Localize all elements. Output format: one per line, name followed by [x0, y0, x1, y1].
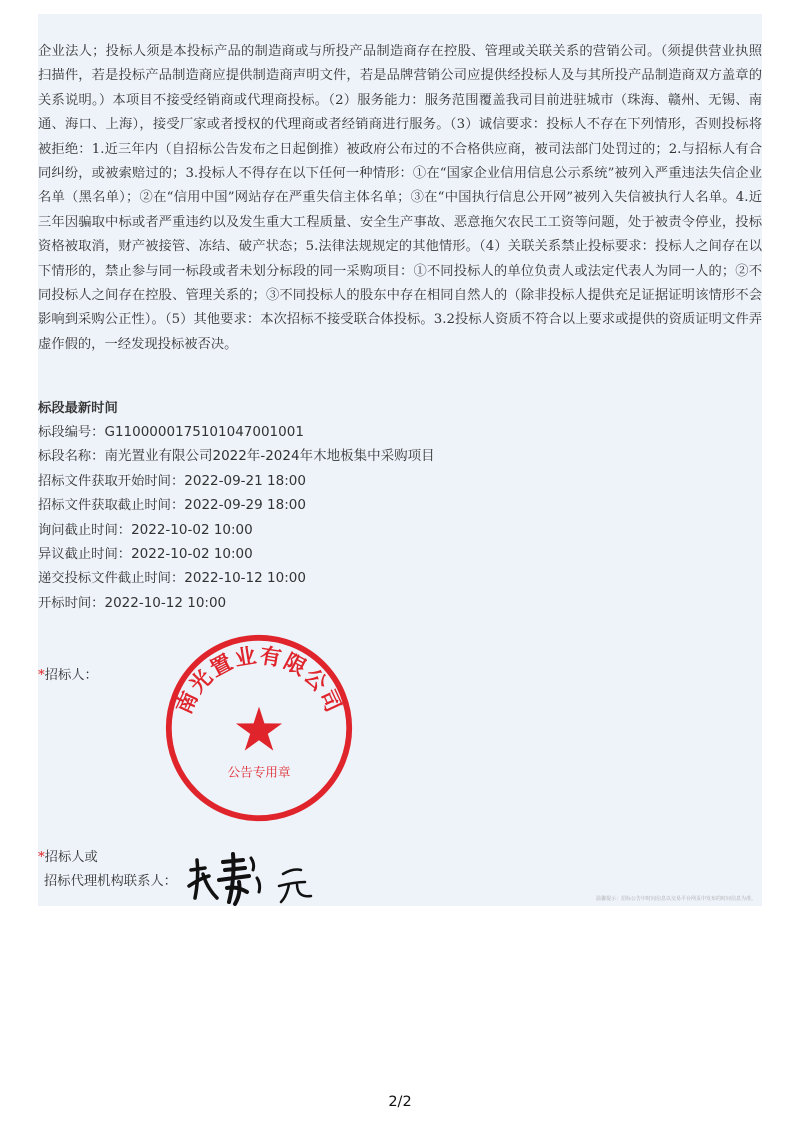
- page-number: 2/2: [388, 1094, 412, 1110]
- company-seal: [162, 631, 356, 825]
- field-label: 招标文件获取开始时间：: [38, 473, 185, 489]
- section-heading: 标段最新时间: [38, 401, 118, 416]
- svg-text:南光置业有限公司: [171, 642, 346, 717]
- notice-content-area: [38, 14, 762, 906]
- field-value: 2022-09-29 18:00: [184, 497, 306, 514]
- field-row-opening-time: [38, 591, 435, 615]
- field-row-bid-section-id: [38, 420, 435, 444]
- field-label: 询问截止时间：: [38, 522, 132, 538]
- required-mark: *: [38, 668, 45, 683]
- requirements-paragraph: 企业法人；投标人须是本投标产品的制造商或与所投产品制造商存在控股、管理或关联关系的营销公司。（须提供营业执照扫描件，若是投标产品制造商应提供制造商声明文件，若是品牌营销公司应提供经投标人及与其所投产品制造商双方盖章的关系说明。）本项目不接受经销商或代理商投标。（2）服务能力：服务范围覆盖我司目前进驻城市（珠海、赣州、无锡、南通、海口、上海），接受厂家或者授权的代理商或者经销商进行服务。（3）诚信要求：投标人不存在下列情形，否则投标将被拒绝：1.近三年内（自招标公告发布之日起倒推）被政府公布过的不合格供应商，被司法部门处罚过的；2.与招标人有合同纠纷，或被索赔过的；3.投标人不得存在以下任何一种情形：①在“国家企业信用信息公示系统”被列入严重违法失信企业名单（黑名单）；②在“信用中国”网站存在严重失信主体名单；③在“中国执行信息公开网”被列入失信被执行人名单。4.近三年因骗取中标或者严重违约以及发生重大工程质量、安全生产事故、恶意拖欠农民工工资等问题，处于被责令停业，投标资格被取消，财产被接管、冻结、破产状态；5.法律法规规定的其他情形。（4）关联关系禁止投标要求：投标人之间存在以下情形的，禁止参与同一标段或者未划分标段的同一采购项目：①不同投标人的单位负责人或法定代表人为同一人的；②不同投标人之间存在控股、管理关系的；③不同投标人的股东中存在相同自然人的（除非投标人提供充足证据证明该情形不会影响到采购公正性）。（5）其他要求：本次招标不接受联合体投标。3.2投标人资质不符合以上要求或提供的资质证明文件弄虚作假的，一经发现投标被否决。: [38, 44, 762, 352]
- field-row-submission-deadline: [38, 566, 435, 590]
- field-row-bid-section-name: [38, 444, 435, 468]
- field-value: 南光置业有限公司2022年-2024年木地板集中采购项目: [104, 448, 435, 465]
- footnote: 温馨提示：招标公告中时间信息以交易平台网页中发布的时间信息为准。: [595, 896, 756, 902]
- field-row-doc-end-time: [38, 493, 435, 517]
- seal-bottom-text: 公告专用章: [227, 764, 291, 780]
- field-label: 异议截止时间：: [38, 546, 132, 562]
- field-label: 递交投标文件截止时间：: [38, 571, 185, 587]
- field-value: 2022-10-02 10:00: [131, 545, 253, 562]
- field-row-objection-deadline: [38, 542, 435, 566]
- required-mark: *: [38, 850, 45, 865]
- field-value: 2022-10-02 10:00: [131, 521, 253, 538]
- field-row-doc-start-time: [38, 469, 435, 493]
- field-value: 2022-10-12 10:00: [184, 570, 306, 587]
- contact-label-line1: *招标人或: [38, 850, 98, 865]
- field-value: 2022-09-21 18:00: [184, 472, 306, 489]
- field-label: 标段名称：: [38, 449, 105, 465]
- field-label: 招标文件获取截止时间：: [38, 498, 185, 514]
- field-value: G1100000175101047001001: [104, 424, 304, 440]
- seal-company-text: 南光置业有限公司: [171, 643, 347, 718]
- tenderer-label: *招标人：: [38, 668, 98, 683]
- seal-star-icon: [236, 707, 282, 751]
- field-list: [38, 420, 435, 615]
- field-label: 开标时间：: [38, 595, 105, 611]
- contact-label-line2: 招标代理机构联系人：: [44, 874, 177, 889]
- field-row-inquiry-deadline: [38, 518, 435, 542]
- handwritten-signature: [183, 848, 353, 908]
- field-label: 标段编号：: [38, 425, 105, 440]
- field-value: 2022-10-12 10:00: [104, 594, 227, 611]
